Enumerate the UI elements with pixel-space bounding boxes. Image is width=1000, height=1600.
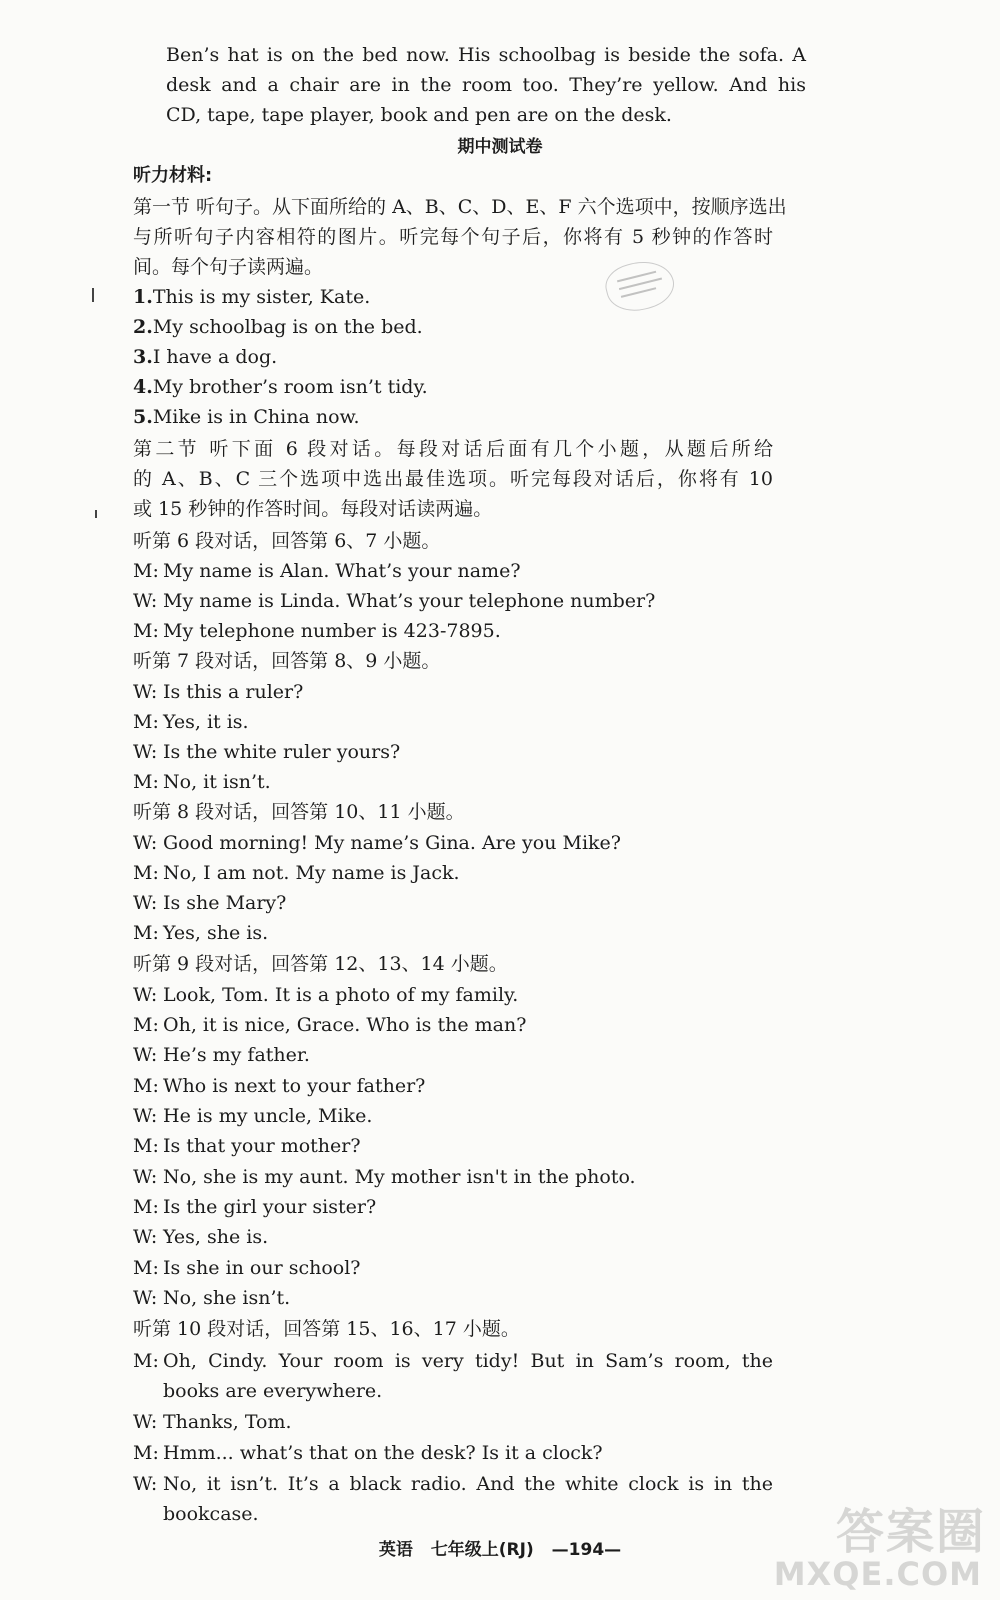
sentence-item [133, 342, 773, 372]
dialogue-heading: 听第 8 段对话，回答第 10、11 小题。 [133, 801, 465, 823]
dialogue-text: Is she in our school? [163, 1257, 361, 1279]
dialogue-line [133, 1010, 773, 1040]
dialogue-text: Yes, it is. [163, 711, 249, 733]
speaker-label: W: [133, 1226, 158, 1248]
sentence-number: 5. [133, 406, 153, 428]
intro-line: CD, tape, tape player, book and pen are on the desk. [166, 104, 672, 126]
footer-subject: 英语 [378, 1540, 413, 1560]
dialogue-text: Oh, it is nice, Grace. Who is the man? [163, 1014, 527, 1036]
speaker-label: W: [133, 590, 158, 612]
speaker-label: M: [133, 560, 159, 582]
dialogue-line [133, 707, 773, 737]
footer-page-number: —194— [551, 1540, 622, 1560]
dialogue-line [133, 1040, 773, 1070]
speaker-label: M: [133, 1350, 159, 1372]
dialogue-line [133, 1438, 773, 1468]
dialogue-heading: 听第 10 段对话，回答第 15、16、17 小题。 [133, 1318, 520, 1340]
margin-mark [92, 288, 94, 302]
dialogue-line [133, 616, 773, 646]
dialogue-line [133, 767, 773, 797]
dialogue-continuation: books are everywhere. [163, 1380, 383, 1402]
speaker-label: M: [133, 1196, 159, 1218]
speaker-label: W: [133, 1105, 158, 1127]
speaker-label: W: [133, 832, 158, 854]
sentence-item [133, 282, 773, 312]
dialogue-text: No, it isn’t. [163, 771, 271, 793]
dialogue-heading: 听第 9 段对话，回答第 12、13、14 小题。 [133, 953, 508, 975]
speaker-label: M: [133, 922, 159, 944]
dialogue-text: No, I am not. My name is Jack. [163, 862, 460, 884]
dialogue-line [133, 1192, 773, 1222]
dialogue-text: Is this a ruler? [163, 681, 304, 703]
dialogue-line [133, 1071, 773, 1101]
dialogue-line [133, 1131, 773, 1161]
dialogue-text: Who is next to your father? [163, 1075, 426, 1097]
speaker-label: M: [133, 1075, 159, 1097]
dialogue-text: My name is Alan. What’s your name? [163, 560, 521, 582]
dialogue-line [133, 737, 773, 767]
dialogue-text: He’s my father. [163, 1044, 310, 1066]
section2-instruction: 或 15 秒钟的作答时间。每段对话读两遍。 [133, 498, 493, 520]
speaker-label: W: [133, 741, 158, 763]
dialogue-heading: 听第 6 段对话，回答第 6、7 小题。 [133, 530, 441, 552]
speaker-label: M: [133, 711, 159, 733]
section-title: 期中测试卷 [457, 137, 543, 157]
speaker-label: M: [133, 1135, 159, 1157]
section2-instruction: 第二节 听下面 6 段对话。每段对话后面有几个小题，从题后所给 [133, 438, 773, 460]
dialogue-text: My telephone number is 423-7895. [163, 620, 501, 642]
dialogue-text: No, it isn’t. It’s a black radio. And the white clock is in the [163, 1473, 773, 1495]
sentence-item [133, 402, 773, 432]
speaker-label: W: [133, 1044, 158, 1066]
dialogue-text: Oh, Cindy. Your room is very tidy! But in Sam’s room, the [163, 1350, 773, 1372]
dialogue-line [133, 858, 773, 888]
intro-line: Ben’s hat is on the bed now. His schoolbag is beside the sofa. A [166, 44, 806, 66]
speaker-label: W: [133, 892, 158, 914]
speaker-label: M: [133, 1257, 159, 1279]
speaker-label: W: [133, 1411, 158, 1433]
listening-label: 听力材料: [133, 165, 213, 186]
dialogue-text: Is that your mother? [163, 1135, 361, 1157]
dialogue-text: My name is Linda. What’s your telephone number? [163, 590, 656, 612]
dialogue-text: Yes, she is. [163, 1226, 269, 1248]
dialogue-text: Look, Tom. It is a photo of my family. [163, 984, 519, 1006]
sentence-text: I have a dog. [152, 346, 278, 368]
watermark-logo [773, 1493, 986, 1595]
dialogue-line [133, 888, 773, 918]
section1-instruction: 与所听句子内容相符的图片。听完每个句子后，你将有 5 秒钟的作答时 [133, 226, 773, 248]
speaker-label: W: [133, 984, 158, 1006]
dialogue-text: Is she Mary? [163, 892, 287, 914]
sentence-text: My schoolbag is on the bed. [152, 316, 423, 338]
sentence-text: This is my sister, Kate. [152, 286, 371, 308]
sentence-number: 1. [133, 286, 153, 308]
speaker-label: M: [133, 771, 159, 793]
speaker-label: W: [133, 1166, 158, 1188]
sentence-item [133, 372, 773, 402]
dialogue-line [133, 918, 773, 948]
intro-line: desk and a chair are in the room too. They’re yellow. And his [166, 74, 806, 96]
dialogue-line [133, 1222, 773, 1252]
watermark-url: MXQE.COM [773, 1555, 982, 1593]
margin-mark [95, 510, 97, 518]
sentence-number: 2. [133, 316, 153, 338]
speaker-label: W: [133, 1287, 158, 1309]
dialogue-text: Good morning! My name’s Gina. Are you Mike? [163, 832, 621, 854]
section1-instruction: 间。每个句子读两遍。 [133, 256, 324, 278]
dialogue-line [133, 1346, 773, 1376]
dialogue-text: Is the white ruler yours? [163, 741, 401, 763]
sentence-item [133, 312, 773, 342]
dialogue-text: Hmm... what’s that on the desk? Is it a clock? [163, 1442, 603, 1464]
dialogue-text: Thanks, Tom. [163, 1411, 292, 1433]
dialogue-text: No, she is my aunt. My mother isn't in the photo. [163, 1166, 636, 1188]
dialogue-text: He is my uncle, Mike. [163, 1105, 373, 1127]
speaker-label: M: [133, 862, 159, 884]
dialogue-line [133, 828, 773, 858]
speaker-label: W: [133, 1473, 158, 1495]
footer-grade: 七年级上(RJ) [430, 1540, 534, 1560]
sentence-text: My brother’s room isn’t tidy. [152, 376, 428, 398]
speaker-label: W: [133, 681, 158, 703]
dialogue-line [133, 1469, 773, 1499]
dialogue-text: Is the girl your sister? [163, 1196, 377, 1218]
sentence-text: Mike is in China now. [152, 406, 360, 428]
section2-instruction: 的 A、B、C 三个选项中选出最佳选项。听完每段对话后，你将有 10 [133, 468, 773, 490]
dialogue-line [133, 586, 773, 616]
dialogue-line [133, 1253, 773, 1283]
dialogue-line [133, 677, 773, 707]
section1-instruction: 第一节 听句子。从下面所给的 A、B、C、D、E、F 六个选项中，按顺序选出 [133, 196, 787, 218]
watermark-title: 答案圈 [835, 1504, 986, 1560]
dialogue-line [133, 556, 773, 586]
dialogue-line [133, 1407, 773, 1437]
dialogue-line [133, 980, 773, 1010]
dialogue-line [133, 1101, 773, 1131]
sentence-number: 4. [133, 376, 153, 398]
speaker-label: M: [133, 1442, 159, 1464]
speaker-label: M: [133, 1014, 159, 1036]
speaker-label: M: [133, 620, 159, 642]
dialogue-heading: 听第 7 段对话，回答第 8、9 小题。 [133, 650, 441, 672]
dialogue-text: No, she isn’t. [163, 1287, 291, 1309]
dialogue-line [133, 1283, 773, 1313]
dialogue-continuation: bookcase. [163, 1503, 259, 1525]
sentence-number: 3. [133, 346, 153, 368]
dialogue-text: Yes, she is. [163, 922, 269, 944]
dialogue-line [133, 1162, 773, 1192]
